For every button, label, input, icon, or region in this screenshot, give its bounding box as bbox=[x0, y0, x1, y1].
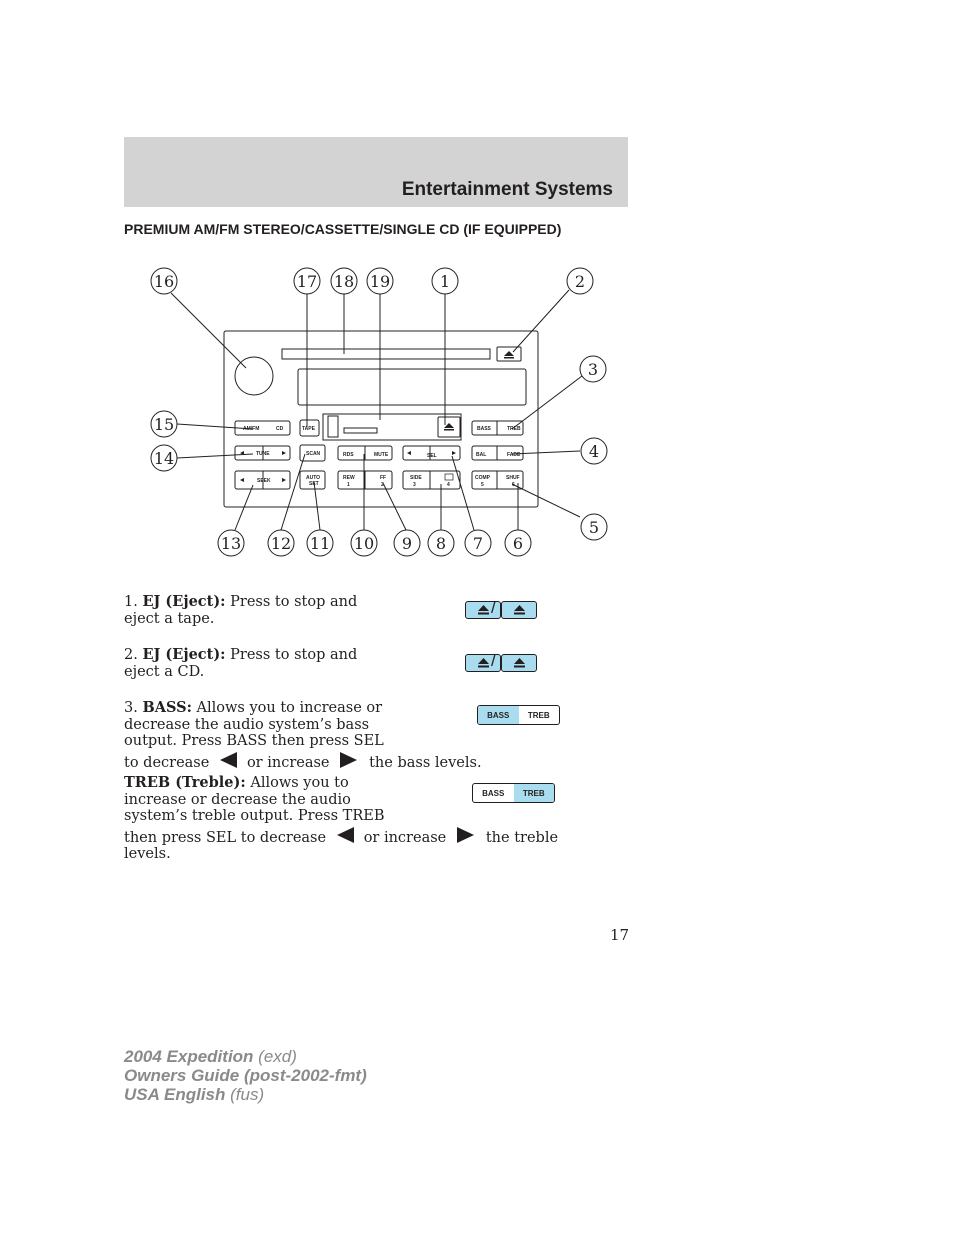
item-3-increase-text: or increase bbox=[246, 754, 330, 771]
item-2-term: EJ (Eject): bbox=[142, 646, 226, 663]
right-arrow-icon bbox=[457, 827, 474, 843]
btn-label-shuf: SHUF bbox=[506, 475, 520, 481]
btn-label-rew: REW bbox=[343, 475, 355, 481]
radio-diagram bbox=[0, 0, 954, 600]
section-heading: PREMIUM AM/FM STEREO/CASSETTE/SINGLE CD (IF EQUIPPED) bbox=[124, 221, 562, 237]
item-1-number: 1. bbox=[124, 594, 138, 610]
tape-door bbox=[323, 414, 461, 440]
footer-language-code: (fus) bbox=[230, 1085, 265, 1104]
item-3-line2: decrease the audio system’s bass bbox=[124, 716, 370, 733]
left-arrow-icon bbox=[337, 827, 354, 843]
treb-line1: Allows you to bbox=[250, 775, 349, 791]
btn-label-fade: FADE bbox=[507, 452, 521, 458]
btn-label-treb: TREB bbox=[507, 426, 521, 432]
callout-10: 10 bbox=[353, 534, 375, 553]
callout-6: 6 bbox=[512, 534, 524, 553]
btn-label-bass: BASS bbox=[477, 426, 491, 432]
eject-icon bbox=[501, 654, 537, 672]
item-2-text bbox=[124, 647, 454, 680]
item-1-line2: eject a tape. bbox=[124, 610, 215, 627]
treb-levels-text: the treble levels. bbox=[124, 829, 559, 862]
treb-line2: increase or decrease the audio bbox=[124, 791, 351, 808]
btn-label-preset-4: 4 bbox=[447, 482, 450, 488]
dolby-icon bbox=[445, 474, 453, 480]
btn-label-comp: COMP bbox=[475, 475, 490, 481]
left-arrow-icon bbox=[220, 752, 237, 768]
item-2-line2: eject a CD. bbox=[124, 663, 205, 680]
item-1-text bbox=[124, 594, 454, 627]
btn-label-amfm: AM/FM bbox=[243, 426, 260, 432]
callout-4: 4 bbox=[588, 442, 600, 461]
item-3-term: BASS: bbox=[142, 699, 192, 716]
btn-label-cd: CD bbox=[276, 426, 284, 432]
footer-language: USA English bbox=[124, 1085, 226, 1104]
callout-1: 1 bbox=[439, 272, 451, 291]
btn-label-scan: SCAN bbox=[306, 451, 321, 457]
btn-label-set: SET bbox=[309, 481, 319, 487]
callout-7: 7 bbox=[472, 534, 484, 553]
display-window bbox=[298, 369, 526, 405]
bass-label: BASS bbox=[482, 788, 505, 798]
callout-16: 16 bbox=[153, 272, 175, 291]
callout-12: 12 bbox=[270, 534, 292, 553]
callout-11: 11 bbox=[309, 534, 331, 553]
item-3-line3: output. Press BASS then press SEL bbox=[124, 733, 384, 749]
callout-18: 18 bbox=[333, 272, 355, 291]
callout-9: 9 bbox=[401, 534, 413, 553]
callout-19: 19 bbox=[369, 272, 391, 291]
callout-8: 8 bbox=[435, 534, 447, 553]
item-3-decrease-text: to decrease bbox=[124, 754, 210, 771]
footer-guide: Owners Guide (post-2002-fmt) bbox=[124, 1066, 367, 1085]
btn-label-tape: TAPE bbox=[302, 426, 315, 432]
item-2-line1: Press to stop and bbox=[230, 647, 358, 663]
btn-label-preset-6: 6 bbox=[512, 482, 515, 488]
page-header-title: Entertainment Systems bbox=[401, 179, 613, 200]
slash-separator: / bbox=[491, 651, 496, 670]
footer bbox=[124, 1047, 367, 1104]
item-2-number: 2. bbox=[124, 647, 138, 663]
btn-label-preset-2: 2 bbox=[381, 482, 384, 488]
tape-door-handle bbox=[328, 416, 338, 437]
page-number: 17 bbox=[610, 926, 630, 944]
item-3-line1: Allows you to increase or bbox=[196, 700, 383, 716]
bass-selected-icon bbox=[477, 705, 560, 725]
btn-label-mute: MUTE bbox=[374, 452, 389, 458]
treb-label: TREB bbox=[514, 784, 555, 802]
callout-5: 5 bbox=[588, 518, 600, 537]
item-3-number: 3. bbox=[124, 700, 138, 716]
btn-label-auto: AUTO bbox=[306, 475, 321, 481]
slash-separator: / bbox=[491, 598, 496, 617]
btn-label-tune: TUNE bbox=[256, 451, 270, 457]
tape-slot bbox=[344, 428, 377, 433]
callout-15: 15 bbox=[153, 415, 175, 434]
treb-term: TREB (Treble): bbox=[124, 774, 246, 791]
btn-label-bal: BAL bbox=[476, 452, 487, 458]
callout-17: 17 bbox=[296, 272, 318, 291]
footer-vehicle-code: (exd) bbox=[258, 1047, 297, 1066]
btn-label-seek: SEEK bbox=[257, 478, 271, 484]
btn-label-sel: SEL bbox=[427, 453, 437, 459]
callout-3: 3 bbox=[587, 360, 599, 379]
cd-slot bbox=[282, 349, 490, 359]
btn-label-ff: FF bbox=[380, 475, 387, 481]
btn-label-side: SIDE bbox=[410, 475, 422, 481]
callout-13: 13 bbox=[220, 534, 242, 553]
item-3-levels-text: the bass levels. bbox=[369, 754, 482, 771]
right-arrow-icon bbox=[340, 752, 357, 768]
treb-increase-text: or increase bbox=[363, 829, 447, 846]
callout-2: 2 bbox=[574, 272, 586, 291]
btn-label-rds: RDS bbox=[343, 452, 354, 458]
btn-label-preset-3: 3 bbox=[413, 482, 416, 488]
treb-decrease-text: then press SEL to decrease bbox=[124, 829, 327, 846]
eject-icon bbox=[501, 601, 537, 619]
footer-vehicle: 2004 Expedition bbox=[124, 1047, 254, 1066]
item-1-line1: Press to stop and bbox=[230, 594, 358, 610]
btn-label-preset-1: 1 bbox=[347, 482, 350, 488]
treb-selected-icon bbox=[472, 783, 555, 803]
treb-label: TREB bbox=[527, 710, 550, 720]
btn-label-preset-5: 5 bbox=[481, 482, 484, 488]
item-1-term: EJ (Eject): bbox=[142, 593, 226, 610]
callout-14: 14 bbox=[153, 449, 175, 468]
bass-label: BASS bbox=[478, 706, 519, 724]
treb-line3: system’s treble output. Press TREB bbox=[124, 808, 385, 824]
